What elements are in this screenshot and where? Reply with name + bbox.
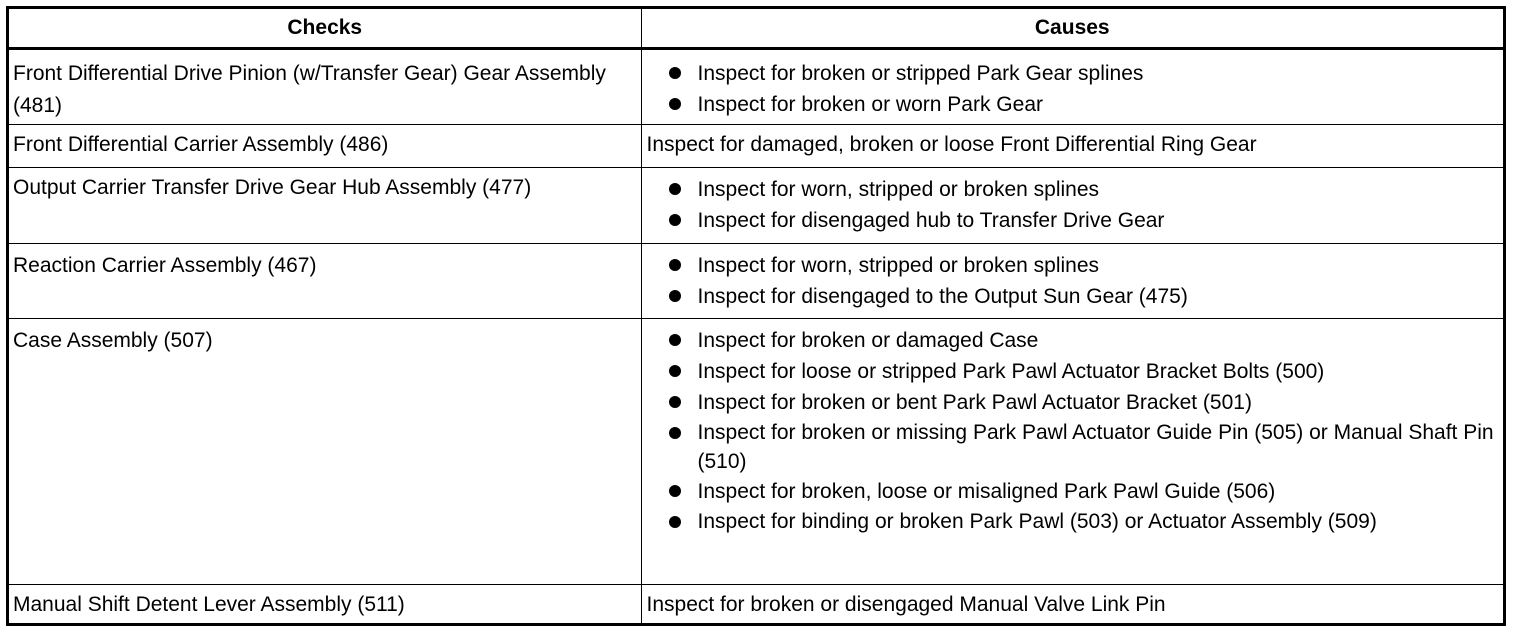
causes-cell [641,244,1503,319]
bullet-icon [662,205,698,236]
list-item [662,58,1499,89]
check-cell: Manual Shift Detent Lever Assembly (511) [9,585,641,624]
causes-list [662,325,1499,536]
list-item [662,325,1499,356]
list-item [662,281,1499,312]
list-item [662,174,1499,205]
cause-text: Inspect for broken or worn Park Gear [697,93,1043,116]
bullet-icon [662,89,698,120]
bullet-icon [662,356,698,387]
causes-list [662,174,1499,236]
bullet-icon [662,325,698,356]
cause-cell: Inspect for damaged, broken or loose Front Differential Ring Gear [641,125,1503,168]
check-cell: Reaction Carrier Assembly (467) [9,244,641,319]
cause-text: Inspect for disengaged to the Output Sun Gear (475) [697,285,1188,308]
causes-cell [641,168,1503,244]
causes-cell [641,319,1503,585]
list-item [662,205,1499,236]
check-cell: Front Differential Drive Pinion (w/Transfer Gear) Gear Assembly (481) [9,49,641,125]
cause-text: Inspect for disengaged hub to Transfer Drive Gear [697,209,1165,232]
cause-text: Inspect for worn, stripped or broken splines [697,254,1100,277]
bullet-icon [662,174,698,205]
cause-text: Inspect for broken or damaged Case [697,329,1039,352]
bullet-icon [662,476,698,507]
cause-text: Inspect for broken, loose or misaligned Park Pawl Guide (506) [697,480,1276,503]
header-causes: Causes [641,9,1503,49]
list-item [662,356,1499,387]
check-cell: Front Differential Carrier Assembly (486) [9,125,641,168]
causes-cell [641,49,1503,125]
diagnostic-table-container [6,6,1506,626]
table-row [9,125,1503,168]
bullet-icon [662,387,698,418]
cause-cell: Inspect for broken or disengaged Manual Valve Link Pin [641,585,1503,624]
table-row [9,49,1503,125]
causes-list [662,250,1499,312]
list-item [662,250,1499,281]
cause-text: Inspect for binding or broken Park Pawl (503) or Actuator Assembly (509) [697,510,1377,533]
header-row [9,9,1503,49]
list-item [662,476,1499,507]
bullet-icon [662,418,698,476]
cause-text: Inspect for worn, stripped or broken splines [697,178,1100,201]
list-item [662,507,1499,536]
check-cell: Case Assembly (507) [9,319,641,585]
diagnostic-table [9,9,1503,623]
bullet-icon [662,507,698,536]
list-item [662,387,1499,418]
check-cell: Output Carrier Transfer Drive Gear Hub Assembly (477) [9,168,641,244]
table-row [9,585,1503,624]
bullet-icon [662,250,698,281]
table-row [9,168,1503,244]
table-row [9,319,1503,585]
cause-text: Inspect for broken or bent Park Pawl Actuator Bracket (501) [697,391,1252,414]
list-item [662,418,1499,476]
causes-list [662,58,1499,120]
cause-text: Inspect for broken or missing Park Pawl Actuator Guide Pin (505) or Manual Shaft Pin (510) [697,421,1494,473]
cause-text: Inspect for broken or stripped Park Gear splines [697,62,1144,85]
header-checks: Checks [9,9,641,49]
bullet-icon [662,58,698,89]
list-item [662,89,1499,120]
table-row [9,244,1503,319]
bullet-icon [662,281,698,312]
cause-text: Inspect for loose or stripped Park Pawl Actuator Bracket Bolts (500) [697,360,1325,383]
